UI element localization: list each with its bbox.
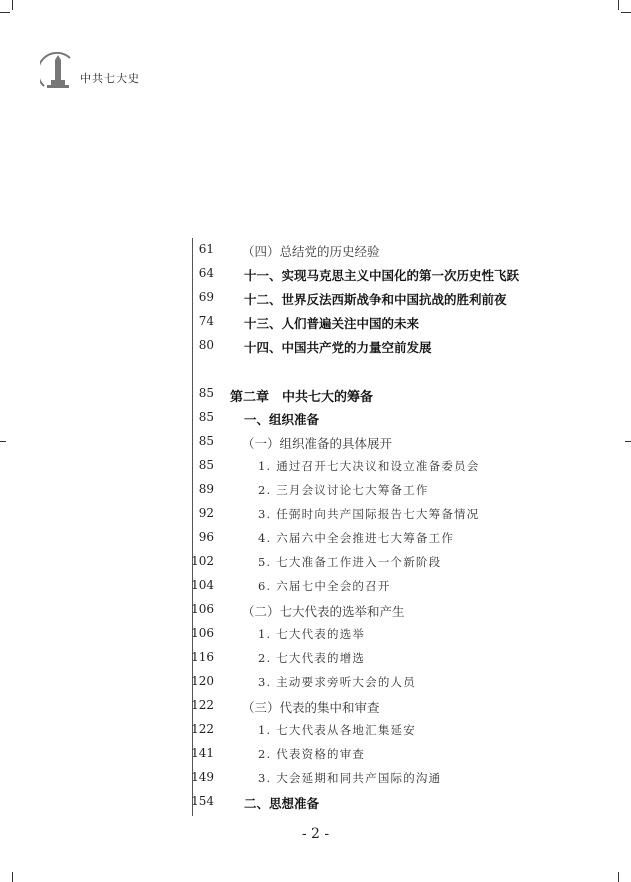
toc-entry[interactable] xyxy=(0,456,631,478)
toc-page-number: 85 xyxy=(198,458,214,472)
toc-page-number: 104 xyxy=(191,578,214,592)
toc-page-number: 120 xyxy=(191,674,214,688)
toc-entry[interactable] xyxy=(0,384,631,406)
toc-entry-title: 3. 大会延期和同共产国际的沟通 xyxy=(258,771,442,785)
toc-entry-title: 一、组织准备 xyxy=(244,412,320,427)
crop-mark xyxy=(0,12,10,13)
toc-entry[interactable] xyxy=(0,720,631,742)
toc-page-number: 85 xyxy=(198,386,214,400)
toc-entry-title: 1. 通过召开七大决议和设立准备委员会 xyxy=(258,459,480,473)
toc-page-number: 116 xyxy=(191,650,214,664)
toc-page-number: 64 xyxy=(198,266,214,280)
toc-entry-title: （一）组织准备的具体展开 xyxy=(242,436,393,451)
crop-mark xyxy=(621,12,631,13)
toc-entry[interactable] xyxy=(0,240,631,262)
toc-page-number: 154 xyxy=(191,794,214,808)
toc-entry-title: 6. 六届七中全会的召开 xyxy=(258,579,391,593)
toc-entry[interactable] xyxy=(0,624,631,646)
toc-page-number: 74 xyxy=(198,314,214,328)
toc-entry[interactable] xyxy=(0,792,631,814)
toc-page-number: 92 xyxy=(198,506,214,520)
toc-entry-title: 二、思想准备 xyxy=(244,796,320,811)
toc-entry-title: （三）代表的集中和审查 xyxy=(242,700,380,715)
toc-page-number: 85 xyxy=(198,410,214,424)
toc-page-number: 96 xyxy=(198,530,214,544)
toc-page-number: 106 xyxy=(191,626,214,640)
toc-page-number: 61 xyxy=(198,242,214,256)
toc-entry[interactable] xyxy=(0,504,631,526)
toc-entry[interactable] xyxy=(0,600,631,622)
crop-mark xyxy=(618,0,619,10)
toc-entry[interactable] xyxy=(0,552,631,574)
toc-entry[interactable] xyxy=(0,432,631,454)
toc-entry-title: 十四、中国共产党的力量空前发展 xyxy=(244,340,432,355)
toc-entry-title: 3. 主动要求旁听大会的人员 xyxy=(258,675,416,689)
toc-entry[interactable] xyxy=(0,648,631,670)
toc-entry-title: 十二、世界反法西斯战争和中国抗战的胜利前夜 xyxy=(244,292,507,307)
toc-page-number: 122 xyxy=(191,698,214,712)
toc-entry[interactable] xyxy=(0,480,631,502)
toc-page-number: 85 xyxy=(198,434,214,448)
monument-icon xyxy=(40,52,78,90)
toc-entry-title: （二）七大代表的选举和产生 xyxy=(242,604,405,619)
toc-page-number: 122 xyxy=(191,722,214,736)
crop-mark xyxy=(12,872,13,882)
toc-entry-title: 十一、实现马克思主义中国化的第一次历史性飞跃 xyxy=(244,268,520,283)
toc-entry-title: 3. 任弼时向共产国际报告七大筹备情况 xyxy=(258,507,480,521)
header-title: 中共七大史 xyxy=(80,72,140,85)
toc-entry-title: 2. 三月会议讨论七大筹备工作 xyxy=(258,483,429,497)
toc-entry-title: 5. 七大准备工作进入一个新阶段 xyxy=(258,555,442,569)
toc-page-number: 149 xyxy=(191,770,214,784)
running-header xyxy=(40,52,180,92)
toc-entry-title: 十三、人们普遍关注中国的未来 xyxy=(244,316,420,331)
toc-entry[interactable] xyxy=(0,264,631,286)
toc-entry-title: 1. 七大代表的选举 xyxy=(258,627,366,641)
toc-entry[interactable] xyxy=(0,744,631,766)
crop-mark xyxy=(12,0,13,10)
toc-entry[interactable] xyxy=(0,288,631,310)
page-number: - 2 - xyxy=(301,826,330,842)
toc-entry-title: 第二章 中共七大的筹备 xyxy=(230,390,374,405)
toc-entry[interactable] xyxy=(0,696,631,718)
toc-page-number: 80 xyxy=(198,338,214,352)
toc-entry-title: （四）总结党的历史经验 xyxy=(242,244,380,259)
toc-entry-title: 2. 代表资格的审查 xyxy=(258,747,366,761)
toc-entry[interactable] xyxy=(0,336,631,358)
toc-entry[interactable] xyxy=(0,408,631,430)
toc-page-number: 69 xyxy=(198,290,214,304)
toc-entry[interactable] xyxy=(0,768,631,790)
toc-entry[interactable] xyxy=(0,672,631,694)
toc-entry[interactable] xyxy=(0,528,631,550)
toc-page-number: 141 xyxy=(191,746,214,760)
toc-entry[interactable] xyxy=(0,576,631,598)
toc-page-number: 106 xyxy=(191,602,214,616)
toc-page-number: 89 xyxy=(198,482,214,496)
toc-entry-title: 1. 七大代表从各地汇集延安 xyxy=(258,723,416,737)
toc-entry-title: 4. 六届六中全会推进七大筹备工作 xyxy=(258,531,455,545)
toc-entry[interactable] xyxy=(0,312,631,334)
crop-mark xyxy=(618,872,619,882)
toc-entry-title: 2. 七大代表的增选 xyxy=(258,651,366,665)
toc-page-number: 102 xyxy=(191,554,214,568)
